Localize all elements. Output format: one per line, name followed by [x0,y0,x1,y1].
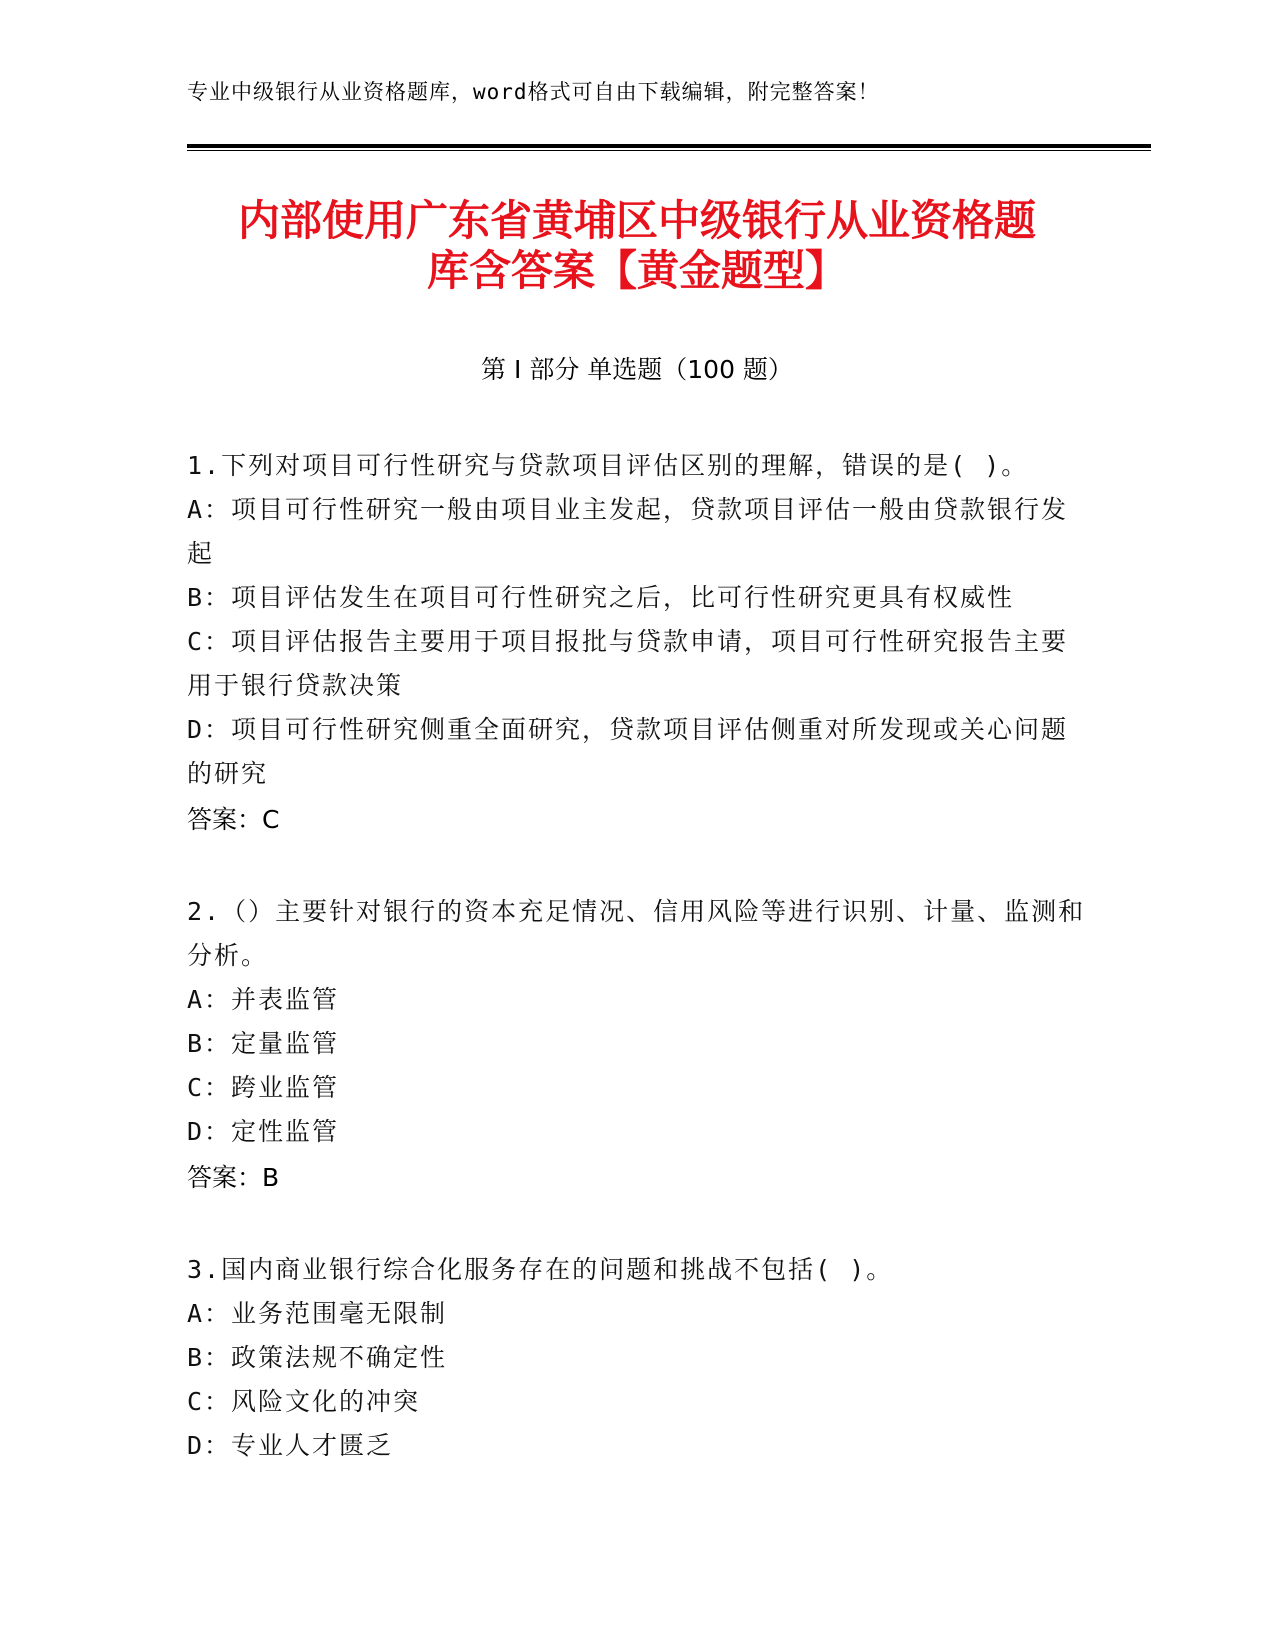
document-title [187,196,1087,296]
option-c: C：跨业监管 [187,1073,340,1102]
option-b: B：项目评估发生在项目可行性研究之后，比可行性研究更具有权威性 [187,583,1015,612]
option-a: A：并表监管 [187,985,340,1014]
option-d: D：项目可行性研究侧重全面研究，贷款项目评估侧重对所发现或关心问题的研究 [187,715,1069,788]
section-heading: 第 I 部分 单选题（100 题） [481,355,793,384]
document-title-line-2: 库含答案【黄金题型】 [426,246,847,295]
question-list [187,444,1087,1514]
option-c: C：风险文化的冲突 [187,1387,421,1416]
question-1 [187,444,1087,844]
document-title-line-1: 内部使用广东省黄埔区中级银行从业资格题 [237,196,1036,245]
option-a: A：项目可行性研究一般由项目业主发起，贷款项目评估一般由贷款银行发起 [187,495,1069,568]
answer: 答案：B [187,1163,280,1192]
header-divider-thin [187,150,1151,151]
option-b: B：定量监管 [187,1029,340,1058]
question-stem: 1.下列对项目可行性研究与贷款项目评估区别的理解，错误的是( )。 [187,451,1029,480]
option-d: D：专业人才匮乏 [187,1431,394,1460]
option-d: D：定性监管 [187,1117,340,1146]
question-2 [187,890,1087,1202]
header-divider-thick [187,144,1151,148]
option-a: A：业务范围毫无限制 [187,1299,448,1328]
page-header-note: 专业中级银行从业资格题库，word格式可自由下载编辑，附完整答案！ [187,80,880,104]
question-3 [187,1248,1087,1468]
answer: 答案：C [187,805,280,834]
question-stem: 2.（）主要针对银行的资本充足情况、信用风险等进行识别、计量、监测和分析。 [187,897,1086,970]
option-b: B：政策法规不确定性 [187,1343,448,1372]
option-c: C：项目评估报告主要用于项目报批与贷款申请，项目可行性研究报告主要用于银行贷款决策 [187,627,1069,700]
question-stem: 3.国内商业银行综合化服务存在的问题和挑战不包括( )。 [187,1255,894,1284]
